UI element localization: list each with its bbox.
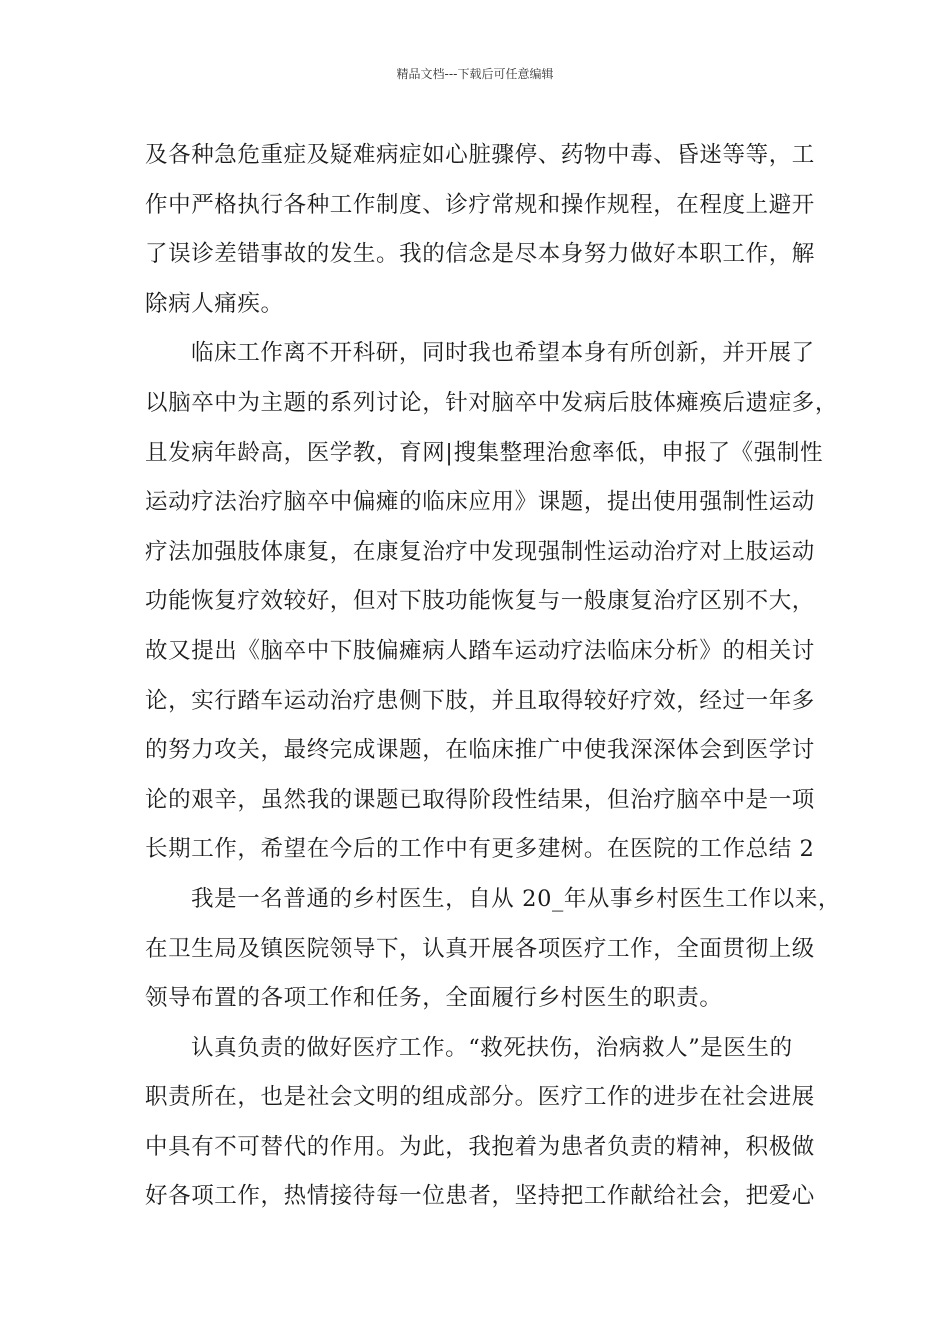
text-line: 作中严格执行各种工作制度、诊疗常规和操作规程，在程度上避开 bbox=[145, 191, 815, 218]
text-line: 好各项工作，热情接待每一位患者，坚持把工作献给社会，把爱心 bbox=[145, 1183, 815, 1210]
text-line: 我是一名普通的乡村医生，自从 20_年从事乡村医生工作以来， bbox=[191, 885, 842, 912]
text-line: 了误诊差错事故的发生。我的信念是尽本身努力做好本职工作，解 bbox=[145, 241, 815, 268]
document-body bbox=[145, 131, 842, 1222]
text-line: 除病人痛疾。 bbox=[145, 290, 284, 317]
text-line: 在卫生局及镇医院领导下，认真开展各项医疗工作，全面贯彻上级 bbox=[145, 935, 815, 962]
text-line: 临床工作离不开科研，同时我也希望本身有所创新，并开展了 bbox=[191, 340, 815, 367]
text-line: 疗法加强肢体康复，在康复治疗中发现强制性运动治疗对上肢运动 bbox=[145, 538, 815, 565]
page-header-note: 精品文档---下载后可任意编辑 bbox=[396, 67, 554, 81]
text-line: 且发病年龄高，医学教，育网|搜集整理治愈率低，申报了《强制性 bbox=[145, 439, 824, 466]
text-line: 职责所在，也是社会文明的组成部分。医疗工作的进步在社会进展 bbox=[145, 1084, 815, 1111]
text-line: 故又提出《脑卒中下肢偏瘫病人踏车运动疗法临床分析》的相关讨 bbox=[145, 637, 815, 664]
text-line: 的努力攻关，最终完成课题，在临床推广中使我深深体会到医学讨 bbox=[145, 737, 815, 764]
text-line: 中具有不可替代的作用。为此，我抱着为患者负责的精神，积极做 bbox=[145, 1133, 815, 1160]
text-line: 认真负责的做好医疗工作。“救死扶伤，治病救人”是医生的 bbox=[191, 1034, 793, 1061]
text-line: 领导布置的各项工作和任务，全面履行乡村医生的职责。 bbox=[145, 985, 723, 1012]
text-line: 长期工作，希望在今后的工作中有更多建树。在医院的工作总结 2 bbox=[145, 836, 815, 863]
text-line: 论，实行踏车运动治疗患侧下肢，并且取得较好疗效，经过一年多 bbox=[145, 687, 815, 714]
text-line: 及各种急危重症及疑难病症如心脏骤停、药物中毒、昏迷等等，工 bbox=[145, 142, 815, 168]
text-line: 运动疗法治疗脑卒中偏瘫的临床应用》课题，提出使用强制性运动 bbox=[145, 489, 815, 516]
text-line: 以脑卒中为主题的系列讨论，针对脑卒中发病后肢体瘫痪后遗症多， bbox=[145, 389, 839, 416]
text-line: 论的艰辛，虽然我的课题已取得阶段性结果，但治疗脑卒中是一项 bbox=[145, 786, 815, 813]
text-line: 功能恢复疗效较好，但对下肢功能恢复与一般康复治疗区别不大， bbox=[145, 588, 815, 615]
